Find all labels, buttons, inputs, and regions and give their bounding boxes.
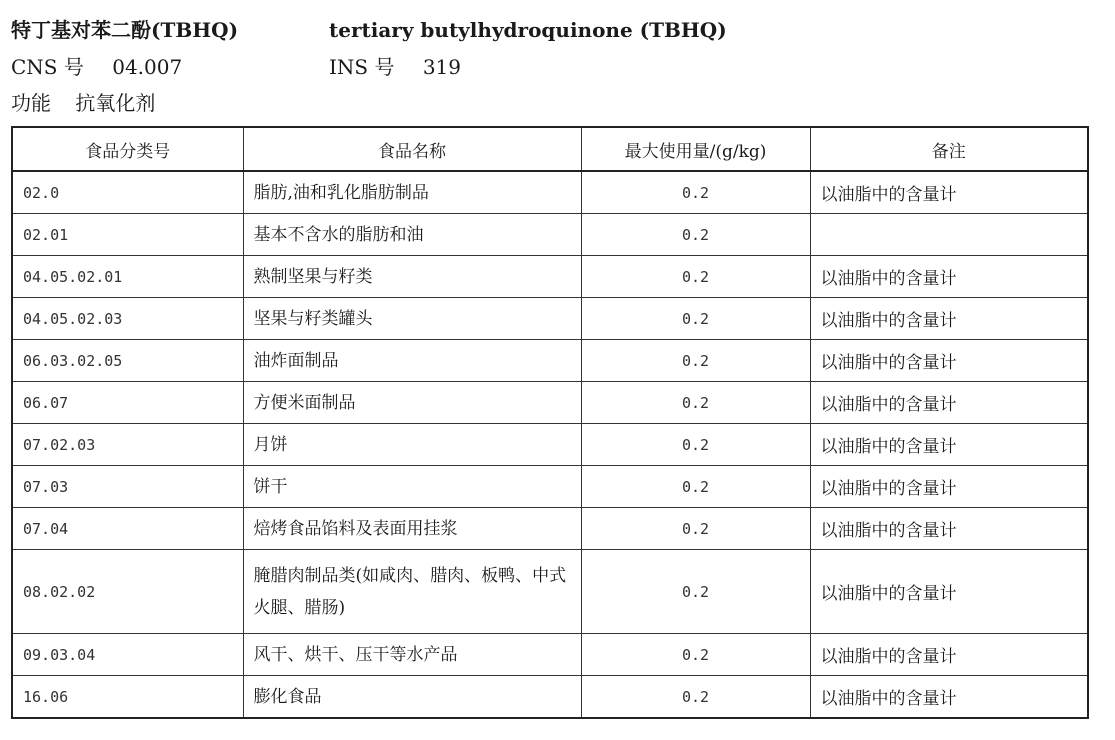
- cns-value: 04.007: [112, 55, 183, 79]
- food-name-cell: 基本不含水的脂肪和油: [243, 214, 581, 256]
- category-code-cell: 07.03: [12, 466, 243, 508]
- table-row: [12, 676, 1088, 719]
- food-name-cell: 月饼: [243, 424, 581, 466]
- max-usage-cell: 0.2: [581, 256, 810, 298]
- food-name-cell: 膨化食品: [243, 676, 581, 719]
- ins-label: INS 号: [329, 55, 395, 79]
- food-name-cell: 风干、烘干、压干等水产品: [243, 634, 581, 676]
- additive-chinese-name: 特丁基对苯二酚(TBHQ): [11, 18, 239, 42]
- category-code-cell: 06.03.02.05: [12, 340, 243, 382]
- table-row: [12, 171, 1088, 214]
- table-row: [12, 256, 1088, 298]
- table-row: [12, 382, 1088, 424]
- remarks-cell: 以油脂中的含量计: [810, 424, 1088, 466]
- max-usage-cell: 0.2: [581, 550, 810, 634]
- max-usage-cell: 0.2: [581, 214, 810, 256]
- max-usage-cell: 0.2: [581, 466, 810, 508]
- max-usage-cell: 0.2: [581, 508, 810, 550]
- function-label: 功能: [11, 91, 51, 115]
- food-name-cell: 油炸面制品: [243, 340, 581, 382]
- remarks-cell: 以油脂中的含量计: [810, 550, 1088, 634]
- category-code-cell: 07.04: [12, 508, 243, 550]
- additive-english-name: tertiary butylhydroquinone (TBHQ): [329, 18, 727, 42]
- food-name-cell: 饼干: [243, 466, 581, 508]
- table-row: [12, 634, 1088, 676]
- cns-code: [11, 50, 182, 84]
- food-name-cell: 腌腊肉制品类(如咸肉、腊肉、板鸭、中式火腿、腊肠): [243, 550, 581, 634]
- additive-name-line: [11, 13, 1115, 47]
- usage-table: [11, 126, 1089, 719]
- max-usage-cell: 0.2: [581, 634, 810, 676]
- table-row: [12, 214, 1088, 256]
- table-row: [12, 340, 1088, 382]
- remarks-cell: 以油脂中的含量计: [810, 171, 1088, 214]
- category-code-cell: 02.01: [12, 214, 243, 256]
- category-code-cell: 04.05.02.03: [12, 298, 243, 340]
- category-code-cell: 07.02.03: [12, 424, 243, 466]
- column-header-remarks: 备注: [810, 127, 1088, 171]
- category-code-cell: 06.07: [12, 382, 243, 424]
- category-code-cell: 02.0: [12, 171, 243, 214]
- remarks-cell: 以油脂中的含量计: [810, 256, 1088, 298]
- max-usage-cell: 0.2: [581, 298, 810, 340]
- function-line: [11, 86, 1115, 120]
- remarks-cell: 以油脂中的含量计: [810, 340, 1088, 382]
- ins-value: 319: [422, 55, 462, 79]
- column-header-max-usage: 最大使用量/(g/kg): [581, 127, 810, 171]
- remarks-cell: 以油脂中的含量计: [810, 508, 1088, 550]
- max-usage-cell: 0.2: [581, 424, 810, 466]
- function-info: [11, 86, 155, 120]
- category-code-cell: 09.03.04: [12, 634, 243, 676]
- remarks-cell: [810, 214, 1088, 256]
- ins-code: [329, 50, 461, 84]
- max-usage-cell: 0.2: [581, 171, 810, 214]
- max-usage-cell: 0.2: [581, 676, 810, 719]
- table-header-row: [12, 127, 1088, 171]
- column-header-food-name: 食品名称: [243, 127, 581, 171]
- food-name-cell: 焙烤食品馅料及表面用挂浆: [243, 508, 581, 550]
- category-code-cell: 08.02.02: [12, 550, 243, 634]
- remarks-cell: 以油脂中的含量计: [810, 466, 1088, 508]
- max-usage-cell: 0.2: [581, 340, 810, 382]
- food-name-cell: 坚果与籽类罐头: [243, 298, 581, 340]
- max-usage-cell: 0.2: [581, 382, 810, 424]
- column-header-category-code: 食品分类号: [12, 127, 243, 171]
- category-code-cell: 04.05.02.01: [12, 256, 243, 298]
- table-row: [12, 550, 1088, 634]
- food-name-cell: 熟制坚果与籽类: [243, 256, 581, 298]
- codes-line: [11, 50, 1115, 84]
- table-row: [12, 466, 1088, 508]
- cns-label: CNS 号: [11, 55, 84, 79]
- table-row: [12, 508, 1088, 550]
- remarks-cell: 以油脂中的含量计: [810, 676, 1088, 719]
- category-code-cell: 16.06: [12, 676, 243, 719]
- table-row: [12, 298, 1088, 340]
- function-value: 抗氧化剂: [75, 91, 156, 115]
- remarks-cell: 以油脂中的含量计: [810, 382, 1088, 424]
- food-name-cell: 方便米面制品: [243, 382, 581, 424]
- remarks-cell: 以油脂中的含量计: [810, 298, 1088, 340]
- food-name-cell: 脂肪,油和乳化脂肪制品: [243, 171, 581, 214]
- table-row: [12, 424, 1088, 466]
- remarks-cell: 以油脂中的含量计: [810, 634, 1088, 676]
